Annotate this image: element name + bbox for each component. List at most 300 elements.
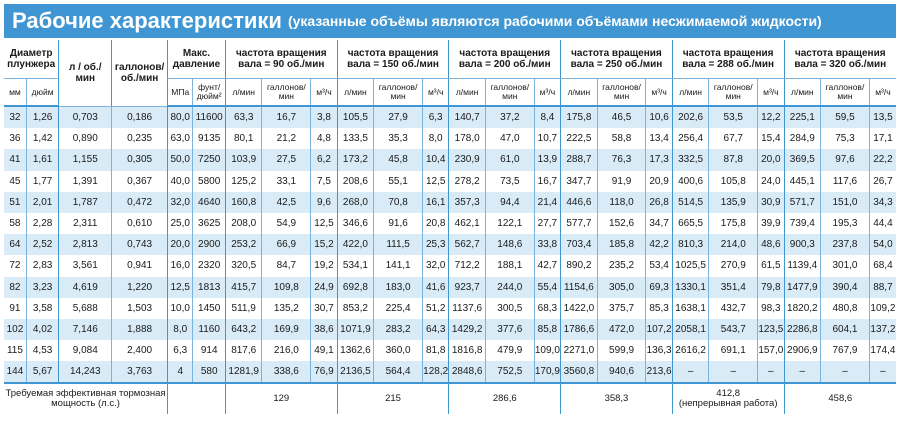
table-cell: 0,703 bbox=[59, 106, 112, 128]
page-title: Рабочие характеристики bbox=[12, 8, 282, 33]
table-cell: 84,7 bbox=[262, 255, 311, 276]
table-cell: 10,6 bbox=[646, 106, 672, 128]
table-cell: 2,311 bbox=[59, 213, 112, 234]
table-row bbox=[4, 128, 896, 149]
table-cell: 136,3 bbox=[646, 340, 672, 361]
table-cell: 1816,8 bbox=[449, 340, 486, 361]
table-cell: 3,58 bbox=[26, 298, 59, 319]
table-cell: 2,52 bbox=[26, 234, 59, 255]
table-row bbox=[4, 213, 896, 234]
table-cell: 332,5 bbox=[672, 149, 709, 170]
header-speed-288: частота вращения вала = 288 об./мин bbox=[672, 40, 784, 79]
table-cell: 2,813 bbox=[59, 234, 112, 255]
subheader-gal-min: галлонов/ мин bbox=[262, 79, 311, 107]
table-cell: 432,7 bbox=[709, 298, 758, 319]
table-cell: – bbox=[821, 361, 870, 383]
table-cell: 160,8 bbox=[225, 192, 262, 213]
performance-table bbox=[4, 40, 896, 414]
table-cell: 82 bbox=[9, 281, 21, 293]
table-cell: 19,2 bbox=[311, 255, 337, 276]
table-cell: 1160 bbox=[193, 319, 226, 340]
table-cell: 10,0 bbox=[168, 298, 193, 319]
table-cell: 2286,8 bbox=[784, 319, 821, 340]
table-cell: 42,5 bbox=[262, 192, 311, 213]
table-cell: 51,2 bbox=[422, 298, 448, 319]
table-cell: 107,2 bbox=[646, 319, 672, 340]
table-cell: 16,7 bbox=[534, 171, 560, 192]
table-cell: 144 bbox=[6, 366, 24, 378]
table-cell: 284,9 bbox=[784, 128, 821, 149]
subheader-l-min: л/мин bbox=[672, 79, 709, 107]
table-cell: 20,9 bbox=[646, 171, 672, 192]
header-gpm: галлонов/ об./мин bbox=[112, 40, 168, 106]
table-cell: 1139,4 bbox=[784, 255, 821, 276]
table-cell: 6,2 bbox=[311, 149, 337, 170]
table-cell: 12,5 bbox=[311, 213, 337, 234]
table-cell: 16,7 bbox=[262, 106, 311, 128]
table-cell: 462,1 bbox=[449, 213, 486, 234]
table-cell: 46,5 bbox=[597, 106, 646, 128]
table-cell: 55,1 bbox=[374, 171, 423, 192]
table-cell: 37,2 bbox=[485, 106, 534, 128]
table-cell: 94,4 bbox=[485, 192, 534, 213]
subheader-gal-min: галлонов/ мин bbox=[821, 79, 870, 107]
table-cell: 91,9 bbox=[597, 171, 646, 192]
table-cell: 54,0 bbox=[869, 234, 896, 255]
table-cell: 810,3 bbox=[672, 234, 709, 255]
table-cell: 445,1 bbox=[784, 171, 821, 192]
table-cell: 4,8 bbox=[311, 128, 337, 149]
table-cell: 125,2 bbox=[225, 171, 262, 192]
table-cell: 347,7 bbox=[561, 171, 598, 192]
table-cell: 1154,6 bbox=[561, 277, 598, 298]
table-cell: 3,763 bbox=[112, 361, 168, 383]
table-cell: 41 bbox=[9, 154, 21, 166]
table-cell: 767,9 bbox=[821, 340, 870, 361]
table-cell: 7,5 bbox=[311, 171, 337, 192]
table-cell: 85,8 bbox=[534, 319, 560, 340]
table-cell: 36 bbox=[9, 133, 21, 145]
table-cell: 8,4 bbox=[534, 106, 560, 128]
footer-power-200: 286,6 bbox=[449, 383, 561, 414]
table-cell: 97,6 bbox=[821, 149, 870, 170]
subheader-mm: мм bbox=[4, 79, 26, 107]
table-row bbox=[4, 106, 896, 128]
table-cell: 8,0 bbox=[168, 319, 193, 340]
table-cell: 42,7 bbox=[534, 255, 560, 276]
table-cell: 3625 bbox=[193, 213, 226, 234]
table-cell: 47,0 bbox=[485, 128, 534, 149]
table-cell: 32,0 bbox=[168, 192, 193, 213]
header-diameter: Диаметр плунжера bbox=[4, 40, 59, 79]
title-bar bbox=[4, 4, 896, 38]
table-cell: 415,7 bbox=[225, 277, 262, 298]
table-cell: 79,8 bbox=[758, 277, 784, 298]
table-cell: 1820,2 bbox=[784, 298, 821, 319]
table-cell: – bbox=[784, 361, 821, 383]
table-cell: 173,2 bbox=[337, 149, 374, 170]
footer-power-288-value: 412,8 bbox=[716, 388, 741, 400]
table-cell: 13,4 bbox=[646, 128, 672, 149]
table-cell: 1330,1 bbox=[672, 277, 709, 298]
footer-power-90: 129 bbox=[225, 383, 337, 414]
table-cell: 2616,2 bbox=[672, 340, 709, 361]
table-cell: 91 bbox=[9, 302, 21, 314]
subheader-l-min: л/мин bbox=[449, 79, 486, 107]
table-cell: – bbox=[709, 361, 758, 383]
header-lpm: л / об./мин bbox=[59, 40, 112, 106]
table-cell: 72 bbox=[9, 260, 21, 272]
table-cell: 152,6 bbox=[597, 213, 646, 234]
table-cell: 2,83 bbox=[26, 255, 59, 276]
table-cell: 111,5 bbox=[374, 234, 423, 255]
table-cell: 85,3 bbox=[646, 298, 672, 319]
table-cell: 480,8 bbox=[821, 298, 870, 319]
table-cell: 1281,9 bbox=[225, 361, 262, 383]
table-cell: 230,9 bbox=[449, 149, 486, 170]
table-cell: 50,0 bbox=[168, 149, 193, 170]
table-cell: 39,9 bbox=[758, 213, 784, 234]
table-cell: 175,8 bbox=[561, 106, 598, 128]
table-cell: 109,8 bbox=[262, 277, 311, 298]
table-cell: 1,61 bbox=[26, 149, 59, 170]
table-cell: 53,5 bbox=[709, 106, 758, 128]
table-cell: 4,02 bbox=[26, 319, 59, 340]
table-cell: 27,5 bbox=[262, 149, 311, 170]
table-cell: 0,743 bbox=[112, 234, 168, 255]
table-cell: 140,7 bbox=[449, 106, 486, 128]
table-cell: 923,7 bbox=[449, 277, 486, 298]
table-cell: 22,2 bbox=[869, 149, 896, 170]
table-cell: 338,6 bbox=[262, 361, 311, 383]
subheader-l-min: л/мин bbox=[561, 79, 598, 107]
table-cell: 13,9 bbox=[534, 149, 560, 170]
table-cell: 2906,9 bbox=[784, 340, 821, 361]
table-cell: 817,6 bbox=[225, 340, 262, 361]
table-cell: 33,1 bbox=[262, 171, 311, 192]
table-cell: 283,2 bbox=[374, 319, 423, 340]
table-cell: 49,1 bbox=[311, 340, 337, 361]
table-cell: 1638,1 bbox=[672, 298, 709, 319]
table-cell: 109,2 bbox=[869, 298, 896, 319]
footer-power-288-note: (непрерывная работа) bbox=[678, 398, 778, 410]
table-cell: 1,503 bbox=[112, 298, 168, 319]
table-cell: 35,3 bbox=[374, 128, 423, 149]
table-cell: 75,3 bbox=[821, 128, 870, 149]
table-cell: 1,77 bbox=[26, 171, 59, 192]
table-cell: 278,2 bbox=[449, 171, 486, 192]
subheader-gal-min: галлонов/ мин bbox=[709, 79, 758, 107]
table-cell: – bbox=[672, 361, 709, 383]
table-cell: 400,6 bbox=[672, 171, 709, 192]
table-cell: 122,1 bbox=[485, 213, 534, 234]
table-cell: 128,2 bbox=[422, 361, 448, 383]
table-cell: 12,5 bbox=[422, 171, 448, 192]
table-cell: 5800 bbox=[193, 171, 226, 192]
table-cell: 27,7 bbox=[534, 213, 560, 234]
table-cell: 511,9 bbox=[225, 298, 262, 319]
table-cell: 900,3 bbox=[784, 234, 821, 255]
table-cell: 9135 bbox=[193, 128, 226, 149]
table-cell: 21,4 bbox=[534, 192, 560, 213]
table-cell: 253,2 bbox=[225, 234, 262, 255]
subheader-l-min: л/мин bbox=[225, 79, 262, 107]
table-cell: 225,1 bbox=[784, 106, 821, 128]
table-cell: 369,5 bbox=[784, 149, 821, 170]
table-cell: 54,9 bbox=[262, 213, 311, 234]
table-cell: 135,2 bbox=[262, 298, 311, 319]
table-cell: 20,8 bbox=[422, 213, 448, 234]
table-cell: 53,4 bbox=[646, 255, 672, 276]
table-cell: 11600 bbox=[193, 106, 226, 128]
table-cell: 472,0 bbox=[597, 319, 646, 340]
table-cell: 268,0 bbox=[337, 192, 374, 213]
table-cell: 80,0 bbox=[168, 106, 193, 128]
table-cell: 16,0 bbox=[168, 255, 193, 276]
table-cell: 5,688 bbox=[59, 298, 112, 319]
table-cell: 208,0 bbox=[225, 213, 262, 234]
table-cell: 357,3 bbox=[449, 192, 486, 213]
footer-label: Требуемая эффективная тормозная мощность (л.с.) bbox=[4, 383, 168, 414]
table-cell: 853,2 bbox=[337, 298, 374, 319]
table-cell: 305,0 bbox=[597, 277, 646, 298]
table-cell: 6,3 bbox=[422, 106, 448, 128]
table-cell: 45 bbox=[9, 175, 21, 187]
table-cell: 30,7 bbox=[311, 298, 337, 319]
table-cell: 2271,0 bbox=[561, 340, 598, 361]
table-cell: 61,0 bbox=[485, 149, 534, 170]
subheader-mpa: МПа bbox=[168, 79, 193, 107]
table-cell: 45,8 bbox=[374, 149, 423, 170]
table-cell: 20,0 bbox=[758, 149, 784, 170]
table-cell: 1422,0 bbox=[561, 298, 598, 319]
table-row bbox=[4, 255, 896, 276]
table-cell: 34,7 bbox=[646, 213, 672, 234]
table-cell: 33,8 bbox=[534, 234, 560, 255]
table-cell: 24,9 bbox=[311, 277, 337, 298]
table-cell: 2136,5 bbox=[337, 361, 374, 383]
table-cell: 64 bbox=[9, 239, 21, 251]
table-cell: 13,5 bbox=[869, 106, 896, 128]
table-cell: 42,2 bbox=[646, 234, 672, 255]
table-cell: 752,5 bbox=[485, 361, 534, 383]
header-max-pressure: Макс. давление bbox=[168, 40, 226, 79]
table-cell: 15,4 bbox=[758, 128, 784, 149]
table-cell: 1,787 bbox=[59, 192, 112, 213]
table-cell: 69,3 bbox=[646, 277, 672, 298]
table-cell: 32 bbox=[9, 112, 21, 124]
table-cell: 148,6 bbox=[485, 234, 534, 255]
subheader-m3-h: м³/ч bbox=[422, 79, 448, 107]
table-cell: 64,3 bbox=[422, 319, 448, 340]
footer-power-288 bbox=[672, 383, 784, 414]
table-cell: 157,0 bbox=[758, 340, 784, 361]
table-cell: 68,4 bbox=[869, 255, 896, 276]
table-cell: 2848,6 bbox=[449, 361, 486, 383]
table-row bbox=[4, 149, 896, 170]
table-cell: – bbox=[758, 361, 784, 383]
table-row bbox=[4, 340, 896, 361]
table-cell: 27,9 bbox=[374, 106, 423, 128]
table-cell: 0,941 bbox=[112, 255, 168, 276]
table-row bbox=[4, 361, 896, 383]
table-cell: 914 bbox=[193, 340, 226, 361]
table-cell: 44,4 bbox=[869, 213, 896, 234]
table-cell: 3,561 bbox=[59, 255, 112, 276]
table-cell: 26,7 bbox=[869, 171, 896, 192]
table-cell: 1813 bbox=[193, 277, 226, 298]
table-cell: 16,1 bbox=[422, 192, 448, 213]
table-row bbox=[4, 171, 896, 192]
table-cell: 375,7 bbox=[597, 298, 646, 319]
table-body bbox=[4, 106, 896, 414]
table-cell: 109,0 bbox=[534, 340, 560, 361]
table-cell: 7250 bbox=[193, 149, 226, 170]
table-cell: 543,7 bbox=[709, 319, 758, 340]
table-cell: 571,7 bbox=[784, 192, 821, 213]
table-cell: 105,5 bbox=[337, 106, 374, 128]
table-cell: 88,7 bbox=[869, 277, 896, 298]
table-cell: 25,3 bbox=[422, 234, 448, 255]
table-cell: 703,4 bbox=[561, 234, 598, 255]
table-cell: 514,5 bbox=[672, 192, 709, 213]
table-cell: 390,4 bbox=[821, 277, 870, 298]
table-cell: 70,8 bbox=[374, 192, 423, 213]
table-cell: 2,01 bbox=[26, 192, 59, 213]
table-cell: 213,6 bbox=[646, 361, 672, 383]
table-cell: 40,0 bbox=[168, 171, 193, 192]
table-cell: 643,2 bbox=[225, 319, 262, 340]
table-cell: 175,8 bbox=[709, 213, 758, 234]
table-cell: 1,42 bbox=[26, 128, 59, 149]
table-cell: 195,3 bbox=[821, 213, 870, 234]
table-cell: 67,7 bbox=[709, 128, 758, 149]
table-cell: 1362,6 bbox=[337, 340, 374, 361]
table-cell: 1,888 bbox=[112, 319, 168, 340]
table-cell: 178,0 bbox=[449, 128, 486, 149]
header-speed-90: частота вращения вала = 90 об./мин bbox=[225, 40, 337, 79]
footer-empty bbox=[168, 383, 226, 414]
table-cell: 34,3 bbox=[869, 192, 896, 213]
table-cell: 216,0 bbox=[262, 340, 311, 361]
table-cell: 80,1 bbox=[225, 128, 262, 149]
table-cell: 87,8 bbox=[709, 149, 758, 170]
table-cell: 1477,9 bbox=[784, 277, 821, 298]
table-cell: 188,1 bbox=[485, 255, 534, 276]
table-cell: 20,0 bbox=[168, 234, 193, 255]
table-cell: 3,23 bbox=[26, 277, 59, 298]
table-cell: 10,4 bbox=[422, 149, 448, 170]
table-row bbox=[4, 298, 896, 319]
table-cell: 0,305 bbox=[112, 149, 168, 170]
table-cell: 577,7 bbox=[561, 213, 598, 234]
table-cell: 76,9 bbox=[311, 361, 337, 383]
header-speed-150: частота вращения вала = 150 об./мин bbox=[337, 40, 449, 79]
table-cell: 244,0 bbox=[485, 277, 534, 298]
table-cell: 58,8 bbox=[597, 128, 646, 149]
table-cell: 301,0 bbox=[821, 255, 870, 276]
table-cell: 739,4 bbox=[784, 213, 821, 234]
table-cell: 351,4 bbox=[709, 277, 758, 298]
footer-power-250: 358,3 bbox=[561, 383, 673, 414]
table-cell: 9,6 bbox=[311, 192, 337, 213]
table-cell: 63,3 bbox=[225, 106, 262, 128]
subheader-m3-h: м³/ч bbox=[646, 79, 672, 107]
header-speed-320: частота вращения вала = 320 об./мин bbox=[784, 40, 896, 79]
subheader-psi: фунт/ дюйм² bbox=[193, 79, 226, 107]
table-cell: 446,6 bbox=[561, 192, 598, 213]
table-cell: 580 bbox=[193, 361, 226, 383]
table-cell: 103,9 bbox=[225, 149, 262, 170]
table-cell: 123,5 bbox=[758, 319, 784, 340]
table-cell: 26,8 bbox=[646, 192, 672, 213]
subheader-inch: дюйм bbox=[26, 79, 59, 107]
subheader-m3-h: м³/ч bbox=[869, 79, 896, 107]
table-cell: 1,26 bbox=[26, 106, 59, 128]
table-cell: 115 bbox=[6, 345, 23, 357]
table-cell: 12,2 bbox=[758, 106, 784, 128]
table-cell: 0,367 bbox=[112, 171, 168, 192]
footer-power-320: 458,6 bbox=[784, 383, 896, 414]
table-cell: 12,5 bbox=[168, 277, 193, 298]
table-cell: 564,4 bbox=[374, 361, 423, 383]
table-cell: 3,8 bbox=[311, 106, 337, 128]
table-cell: 237,8 bbox=[821, 234, 870, 255]
table-row bbox=[4, 277, 896, 298]
table-cell: 6,3 bbox=[168, 340, 193, 361]
table-cell: 51 bbox=[9, 196, 21, 208]
table-cell: 208,6 bbox=[337, 171, 374, 192]
table-cell: 24,0 bbox=[758, 171, 784, 192]
table-cell: 479,9 bbox=[485, 340, 534, 361]
table-cell: 599,9 bbox=[597, 340, 646, 361]
table-cell: 3560,8 bbox=[561, 361, 598, 383]
table-cell: 105,8 bbox=[709, 171, 758, 192]
table-cell: 8,0 bbox=[422, 128, 448, 149]
table-cell: 55,4 bbox=[534, 277, 560, 298]
subheader-m3-h: м³/ч bbox=[534, 79, 560, 107]
table-cell: 534,1 bbox=[337, 255, 374, 276]
table-cell: 214,0 bbox=[709, 234, 758, 255]
table-cell: 117,6 bbox=[821, 171, 870, 192]
table-cell: 225,4 bbox=[374, 298, 423, 319]
table-cell: 2,28 bbox=[26, 213, 59, 234]
table-cell: 300,5 bbox=[485, 298, 534, 319]
table-cell: 0,890 bbox=[59, 128, 112, 149]
table-cell: 4 bbox=[168, 361, 193, 383]
table-cell: 665,5 bbox=[672, 213, 709, 234]
table-row bbox=[4, 234, 896, 255]
table-cell: 91,6 bbox=[374, 213, 423, 234]
header-row-1 bbox=[4, 40, 896, 79]
table-cell: 1786,6 bbox=[561, 319, 598, 340]
table-cell: 135,9 bbox=[709, 192, 758, 213]
table-cell: 712,2 bbox=[449, 255, 486, 276]
table-cell: 137,2 bbox=[869, 319, 896, 340]
table-cell: 360,0 bbox=[374, 340, 423, 361]
table-cell: 17,3 bbox=[646, 149, 672, 170]
header-speed-200: частота вращения вала = 200 об./мин bbox=[449, 40, 561, 79]
table-cell: 270,9 bbox=[709, 255, 758, 276]
table-row bbox=[4, 192, 896, 213]
table-cell: 940,6 bbox=[597, 361, 646, 383]
table-cell: 562,7 bbox=[449, 234, 486, 255]
table-cell: 5,67 bbox=[26, 361, 59, 383]
table-cell: 222,5 bbox=[561, 128, 598, 149]
subheader-l-min: л/мин bbox=[784, 79, 821, 107]
table-cell: – bbox=[869, 361, 896, 383]
table-cell: 2,400 bbox=[112, 340, 168, 361]
